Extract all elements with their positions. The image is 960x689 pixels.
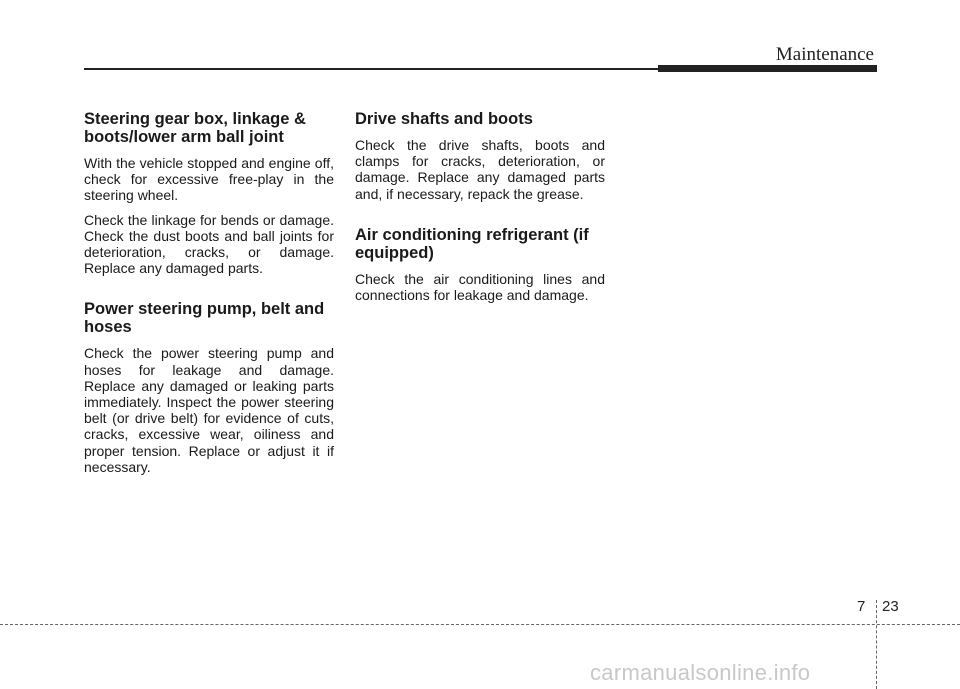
page-number: 23 [882, 598, 899, 615]
section-paragraph: Check the linkage for bends or damage. Check the dust boots and ball joints for deterioration, cracks, or damage. Replace any damaged parts. [84, 211, 334, 277]
section-heading: Steering gear box, linkage & boots/lower arm ball joint [84, 110, 306, 146]
section-power-steering [84, 300, 334, 475]
section-title: Maintenance [775, 44, 874, 65]
section-steering-gear [84, 110, 334, 276]
section-paragraph: Check the drive shafts, boots and clamps for cracks, deterioration, or damage. Replace any damaged parts and, if necessary, repack the grease. [355, 137, 605, 202]
watermark: carmanualsonline.info [590, 660, 811, 685]
footer-rule [0, 624, 960, 625]
header-bar [658, 65, 877, 72]
left-column [84, 110, 334, 483]
section-paragraph: Check the air conditioning lines and connections for leakage and damage. [355, 270, 605, 304]
section-heading: Power steering pump, belt and hoses [84, 300, 325, 337]
section-heading: Air conditioning refrigerant (if equipped) [355, 225, 589, 262]
section-paragraph: With the vehicle stopped and engine off, check for excessive free-play in the steering wheel. [84, 155, 334, 204]
chapter-number: 7 [857, 598, 866, 615]
section-air-conditioning [355, 226, 605, 303]
right-column [355, 110, 605, 311]
section-drive-shafts [355, 110, 605, 202]
section-heading: Drive shafts and boots [355, 110, 533, 128]
header-rule [84, 68, 658, 70]
footer-divider [876, 600, 877, 689]
section-paragraph: Check the power steering pump and hoses for leakage and damage. Replace any damaged or leaking parts immediately. Inspect the power steering belt (or drive belt) for evidence of cuts, cracks, excessive wear, oiliness and proper tension. Replace or adjust it if necessary. [84, 345, 334, 475]
